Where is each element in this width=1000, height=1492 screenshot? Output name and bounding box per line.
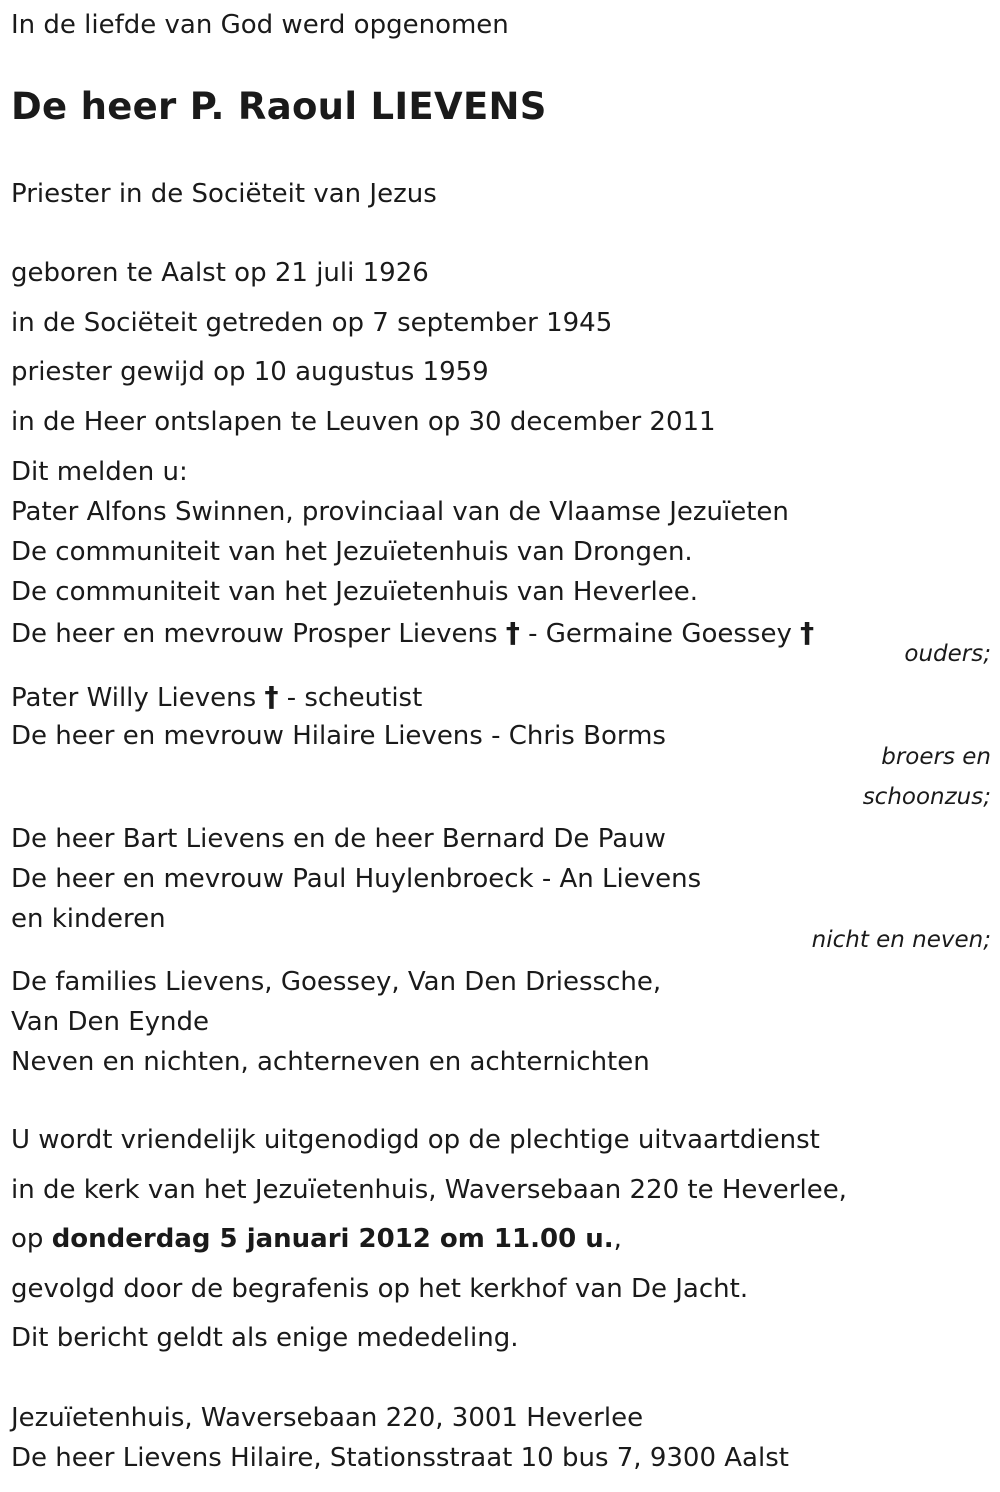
invitation-suffix: , [613,1224,622,1254]
life-event-death: in de Heer ontslapen te Leuven op 30 december 2011 [11,406,716,437]
family-section [11,459,991,1089]
invitation-line-3 [11,1226,847,1276]
brother-willy-text-1: Pater Willy Lievens [11,683,265,713]
address-line-1: Jezuïetenhuis, Waversebaan 220, 3001 Heverlee [11,1403,644,1433]
families-line-2: Van Den Eynde [11,1007,209,1037]
community-heverlee-line: De communiteit van het Jezuïetenhuis van Heverlee. [11,577,699,607]
community-drongen-line: De communiteit van het Jezuïetenhuis van Drongen. [11,537,693,567]
invitation-line-1: U wordt vriendelijk uitgenodigd op de plechtige uitvaartdienst [11,1125,820,1155]
provincial-line: Pater Alfons Swinnen, provinciaal van de Vlaamse Jezuïeten [11,497,789,527]
siblings-label-1: broers en [881,744,991,770]
address-line-2: De heer Lievens Hilaire, Stationsstraat 10 bus 7, 9300 Aalst [11,1443,789,1473]
niece-nephew-line-1: De heer Bart Lievens en de heer Bernard De Pauw [11,824,666,854]
deceased-name: De heer P. Raoul LIEVENS [11,85,547,128]
funeral-invitation [11,1127,847,1375]
brother-hilaire-line: De heer en mevrouw Hilaire Lievens - Chris Borms [11,721,666,751]
intro-text: In de liefde van God werd opgenomen [11,10,509,40]
contact-addresses [11,1405,789,1485]
announce-text: Dit melden u: [11,457,188,487]
families-line-3: Neven en nichten, achterneven en achternichten [11,1047,650,1077]
parents-label: ouders; [904,641,991,667]
invitation-prefix: op [11,1224,52,1254]
parents-line [11,616,991,649]
families-line-1: De families Lievens, Goessey, Van Den Driessche, [11,967,662,997]
niece-nephew-label: nicht en neven; [811,927,991,953]
brother-willy-line [11,680,991,723]
siblings-label-2: schoonzus; [862,784,991,810]
life-event-birth: geboren te Aalst op 21 juli 1926 [11,258,429,288]
niece-nephew-line-3: en kinderen [11,904,166,934]
life-event-ordination: priester gewijd op 10 augustus 1959 [11,357,489,387]
brother-willy-text-2: - scheutist [278,683,423,713]
life-event-society: in de Sociëteit getreden op 7 september 1945 [11,307,613,338]
cross-icon: † [505,616,520,649]
parents-text-2: - Germaine Goessey [519,619,801,649]
invitation-line-4: gevolgd door de begrafenis op het kerkhof van De Jacht. [11,1273,749,1304]
life-events [11,260,716,458]
invitation-line-2: in de kerk van het Jezuïetenhuis, Waversebaan 220 te Heverlee, [11,1174,847,1205]
cross-icon: † [800,616,815,649]
cross-icon: † [264,680,279,713]
deceased-subtitle: Priester in de Sociëteit van Jezus [11,179,437,209]
niece-nephew-line-2: De heer en mevrouw Paul Huylenbroeck - An Lievens [11,864,702,894]
invitation-line-5: Dit bericht geldt als enige mededeling. [11,1323,519,1353]
parents-text-1: De heer en mevrouw Prosper Lievens [11,619,506,649]
funeral-date: donderdag 5 januari 2012 om 11.00 u. [51,1224,614,1254]
